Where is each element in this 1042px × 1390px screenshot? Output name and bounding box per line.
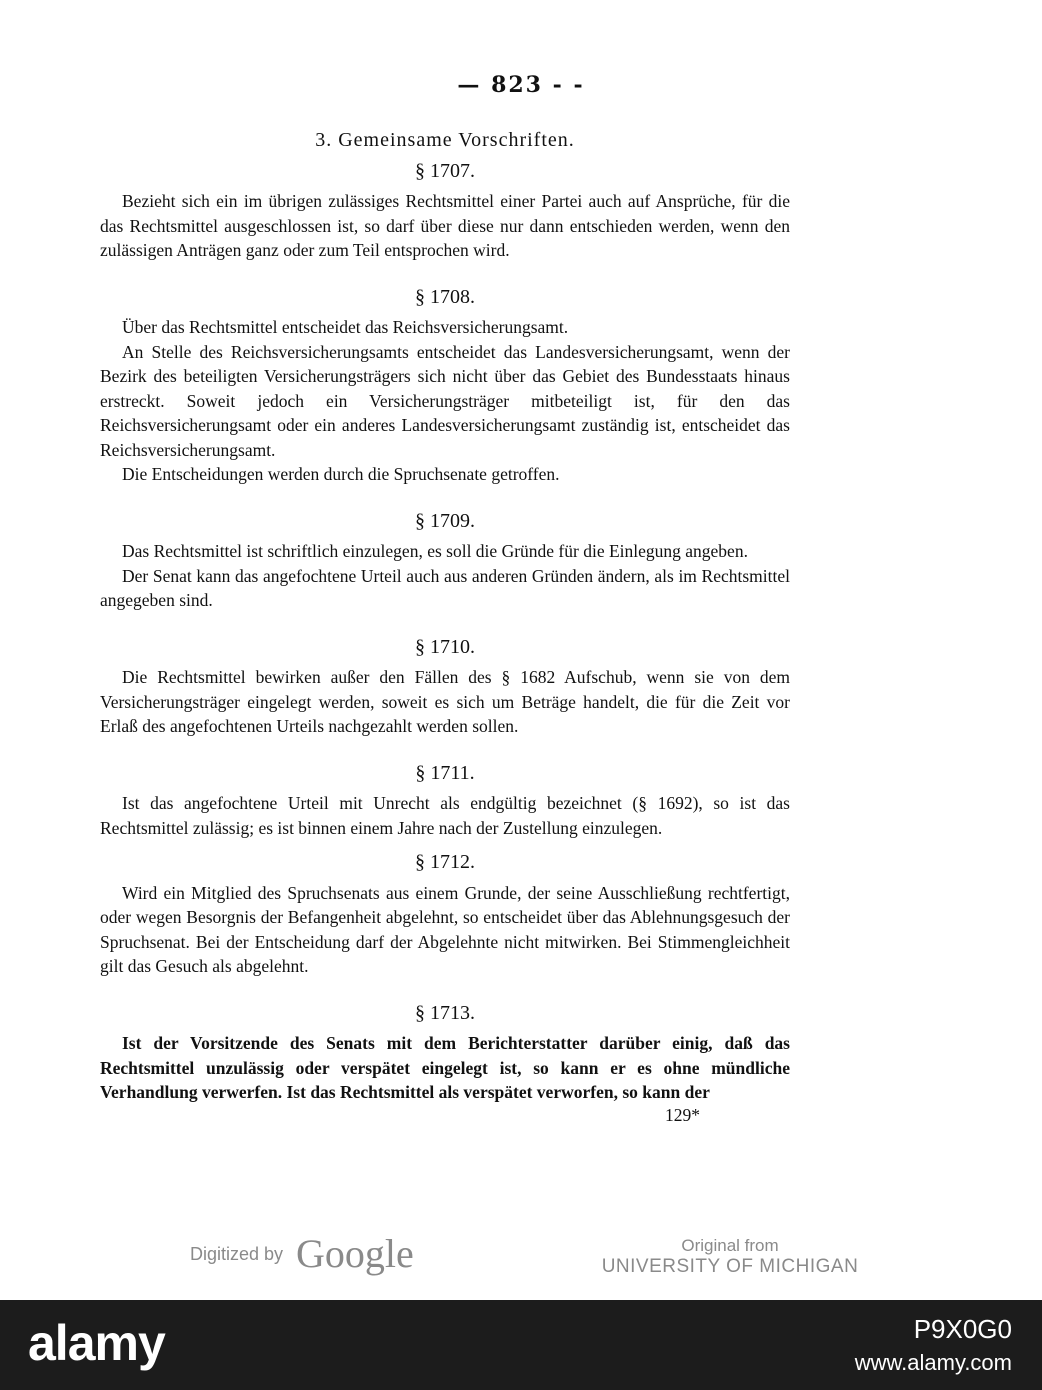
section-1710 [100, 635, 790, 739]
section-1713 [100, 1001, 790, 1105]
paragraph: An Stelle des Reichsversicherungsamts entscheidet das Landesversicherungsamt, wenn der Bezirk des beteiligten Versicherungsträgers sich nicht über das Gebiet des Bundesstaats hinaus erstreckt. Soweit jedoch ein Versicherungsträger mitbeteiligt ist, für den das Reichsversicherungsamt oder ein anderes Landesversicherungsamt zuständig ist, entscheidet das Reichsversicherungsamt. [100, 341, 790, 460]
section-heading: § 1712. [415, 851, 475, 873]
paragraph: Die Rechtsmittel bewirken außer den Fällen des § 1682 Aufschub, wenn sie von dem Versicherungsträger eingelegt werden, soweit es sich um Beträge handelt, die für die Zeit vor Erlaß des angefochtenen Urteils nachgezahlt werden sollen. [100, 667, 790, 736]
section-1711 [100, 761, 790, 841]
section-heading: § 1713. [415, 1001, 475, 1024]
page-number: — 823 - - [457, 72, 585, 98]
stock-watermark-bar [0, 1300, 1042, 1390]
section-1712 [100, 850, 790, 979]
paragraph: Wird ein Mitglied des Spruchsenats aus einem Grunde, der seine Ausschließung rechtfertigt, oder wegen Besorgnis der Befangenheit abgelehnt, so entscheidet über das Ablehnungsgesuch der Spruchsenat. Bei der Entscheidung darf der Abgelehnte nicht mitwirken. Bei Stimmengleichheit gilt das Gesuch als abgelehnt. [100, 882, 790, 976]
section-1707 [100, 159, 790, 263]
section-heading: § 1707. [415, 159, 475, 182]
section-1709 [100, 509, 790, 613]
section-heading: § 1709. [415, 509, 475, 532]
stock-image-id: P9X0G0 [913, 1314, 1012, 1344]
digitization-footer [0, 1230, 1042, 1300]
paragraph: Der Senat kann das angefochtene Urteil auch aus anderen Gründen ändern, als im Rechtsmittel angegeben sind. [100, 565, 790, 610]
paragraph: Über das Rechtsmittel entscheidet das Reichsversicherungsamt. [122, 317, 569, 337]
section-heading: § 1708. [415, 285, 475, 308]
paragraph: Die Entscheidungen werden durch die Spruchsenate getroffen. [122, 464, 560, 484]
original-from-block [600, 1236, 860, 1278]
paragraph: Bezieht sich ein im übrigen zulässiges Rechtsmittel einer Partei auch auf Ansprüche, für die das Rechtsmittel ausgeschlossen ist, so darf über diese nur dann entschieden werden, wenn den zulässigen Anträgen ganz oder zum Teil entsprochen wird. [100, 191, 790, 260]
paragraph: Ist der Vorsitzende des Senats mit dem Berichterstatter darüber einig, daß das Rechtsmittel unzulässig oder verspätet eingelegt ist, so kann er es ohne mündliche Verhandlung verwerfen. Ist das Rechtsmittel als verspätet verworfen, so kann der [100, 1033, 790, 1102]
university-label: UNIVERSITY OF MICHIGAN [601, 1256, 859, 1277]
section-1708 [100, 285, 790, 487]
original-from-label: Original from [681, 1236, 779, 1255]
paragraph: Ist das angefochtene Urteil mit Unrecht als endgültig bezeichnet (§ 1692), so ist das Rechtsmittel zulässig; es ist binnen einem Jahre nach der Zustellung einzulegen. [100, 793, 790, 838]
page-content [100, 128, 790, 1127]
part-title: 3. Gemeinsame Vorschriften. [315, 129, 575, 151]
alamy-logo: alamy [28, 1315, 165, 1371]
paragraph: Das Rechtsmittel ist schriftlich einzulegen, es soll die Gründe für die Einlegung angeben. [122, 541, 748, 561]
google-logo: Google [296, 1231, 414, 1276]
stock-url: www.alamy.com [854, 1350, 1012, 1375]
signature-mark: 129* [665, 1104, 700, 1125]
digitized-by-label: Digitized by [190, 1244, 284, 1264]
section-heading: § 1710. [415, 635, 475, 658]
section-heading: § 1711. [415, 761, 475, 784]
